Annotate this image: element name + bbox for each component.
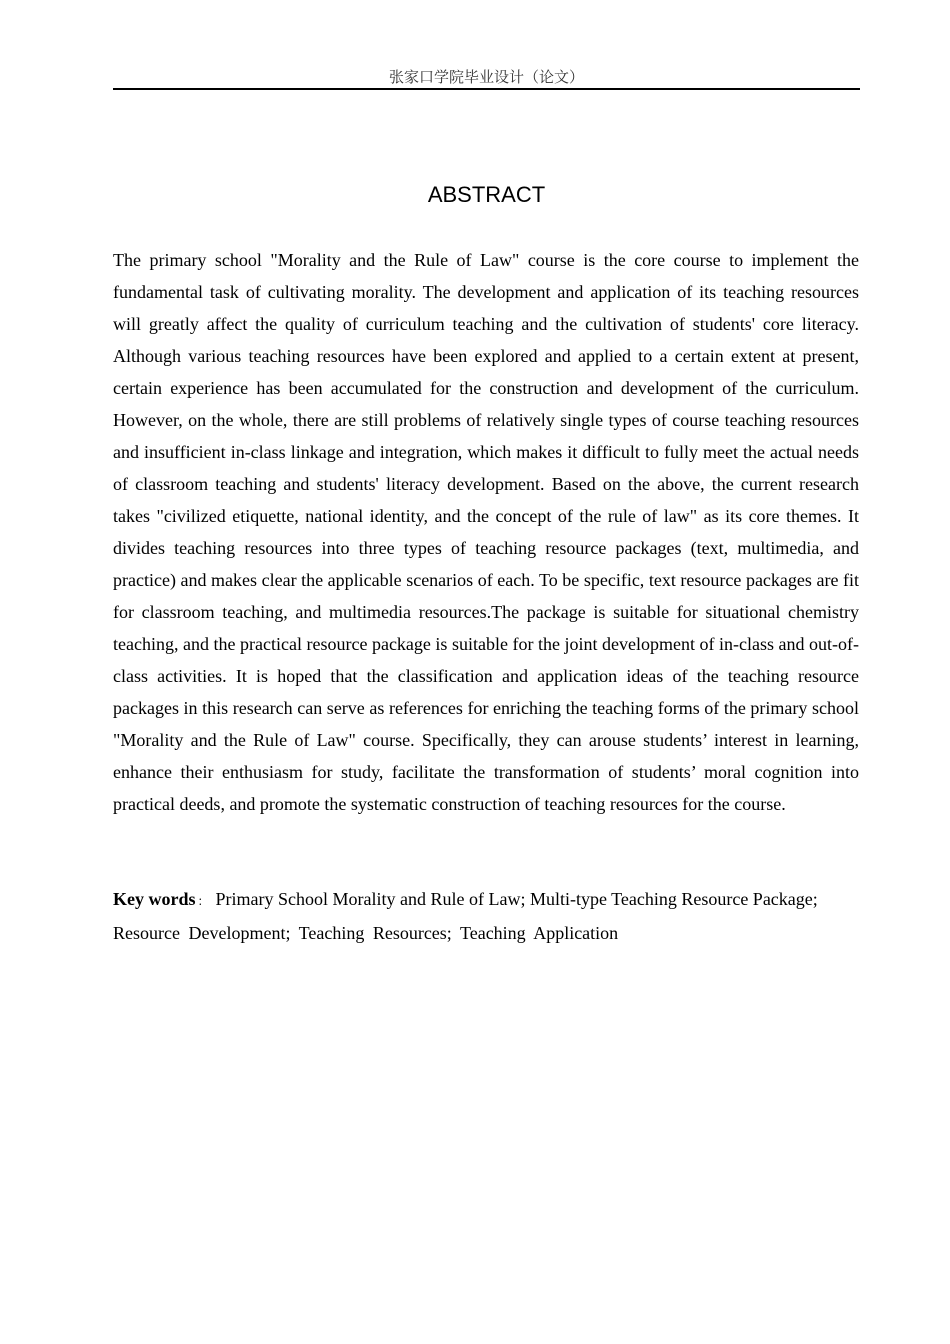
keywords-text-1: Primary School Morality and Rule of Law; Multi-type Teaching Resource Package; [215, 889, 818, 909]
keywords-separator: ： [197, 894, 210, 908]
abstract-title: ABSTRACT [427, 182, 546, 207]
keywords-label: Key words [113, 889, 196, 909]
header-text: 张家口学院毕业设计（论文） [388, 68, 584, 86]
page-header [113, 66, 860, 90]
abstract-body: The primary school "Morality and the Rule of Law" course is the core course to implement the fundamental task of cultivating morality. The development and application of its teaching resources will greatly affect the quality of curriculum teaching and the cultivation of students' core literacy. Although various teaching resources have been explored and applied to a certain extent at present, certain experience has been accumulated for the construction and development of the curriculum. However, on the whole, there are still problems of relatively single types of course teaching resources and insufficient in-class linkage and integration, which makes it difficult to fully meet the actual needs of classroom teaching and students' literacy development. Based on the above, the current research takes "civilized etiquette, national identity, and the concept of the rule of law" as its core themes. It divides teaching resources into three types of teaching resource packages (text, multimedia, and practice) and makes clear the applicable scenarios of each. To be specific, text resource packages are fit for classroom teaching, and multimedia resources.The package is suitable for situational chemistry teaching, and the practical resource package is suitable for the joint development of in-class and out-of-class activities. It is hoped that the classification and application ideas of the teaching resource packages in this research can serve as references for enriching the teaching forms of the primary school "Morality and the Rule of Law" course. Specifically, they can arouse students’ interest in learning, enhance their enthusiasm for study, facilitate the transformation of students’ moral cognition into practical deeds, and promote the systematic construction of teaching resources for the course. [113, 250, 859, 814]
keywords-section [113, 883, 859, 949]
keywords-line-2 [113, 917, 859, 949]
keywords-line-1 [113, 883, 859, 917]
keywords-text-2: Resource Development; Teaching Resources; Teaching Application [113, 923, 619, 943]
